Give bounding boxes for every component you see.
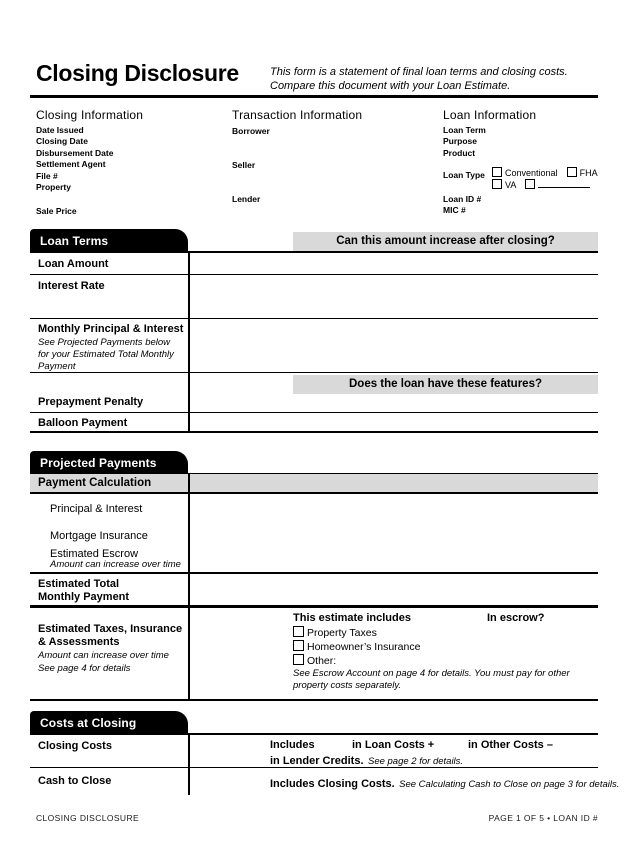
see-page2-text: See page 2 for details.: [367, 756, 464, 767]
field-label-lender: Lender: [232, 194, 261, 204]
checkbox-conventional[interactable]: [492, 167, 502, 177]
loan-type-fha-label: FHA: [579, 168, 598, 178]
cash-to-close-italic: See Calculating Cash to Close on page 3 for details.: [399, 779, 620, 790]
row-line: [30, 372, 598, 373]
closing-costs-in-loan: in Loan Costs +: [352, 739, 435, 751]
escrow-footnote: See Escrow Account on page 4 for details. You must pay for other property costs separately.: [293, 668, 570, 691]
field-label-file-number: File #: [36, 170, 58, 181]
estimate-includes-heading: This estimate includes: [293, 612, 411, 624]
field-label-seller: Seller: [232, 160, 256, 170]
closing-costs-includes: Includes: [270, 739, 315, 751]
payment-calculation-bottom-border: [30, 492, 598, 494]
row-label-interest-rate: Interest Rate: [38, 280, 105, 292]
cash-to-close-bold: Includes Closing Costs.: [270, 778, 395, 790]
estimated-total-bottom-border: [30, 605, 598, 608]
loan-type-conventional-label: Conventional: [505, 168, 558, 178]
projected-payments-section-tab: Projected Payments: [30, 451, 188, 475]
loan-terms-bottom-border: [30, 431, 598, 433]
loan-type-other-blank[interactable]: [538, 179, 590, 188]
loan-type-va-label: VA: [505, 180, 516, 190]
field-label-sale-price: Sale Price: [36, 206, 77, 217]
field-label-closing-date: Closing Date: [36, 136, 88, 147]
in-escrow-heading: In escrow?: [487, 612, 545, 624]
loan-terms-top-border: [30, 251, 598, 253]
estimated-taxes-note1: Amount can increase over time: [38, 650, 169, 661]
checkbox-fha[interactable]: [567, 167, 577, 177]
monthly-pi-note: See Projected Payments below for your Estimated Total Monthly Payment: [38, 337, 174, 372]
row-label-principal-interest: Principal & Interest: [50, 503, 143, 515]
closing-information-fields: [36, 125, 113, 218]
field-label-loan-term: Loan Term: [443, 125, 486, 135]
row-label-loan-amount: Loan Amount: [38, 258, 109, 270]
estimate-checkbox-list: [293, 626, 420, 669]
projected-divider: [188, 473, 190, 700]
estimated-total-line2: Monthly Payment: [38, 590, 130, 603]
loan-terms-section-tab: Loan Terms: [30, 229, 188, 253]
row-label-estimated-escrow: Estimated Escrow: [50, 548, 139, 560]
loan-information-heading: Loan Information: [443, 108, 537, 122]
row-label-cash-to-close: Cash to Close: [38, 775, 112, 787]
estimated-taxes-line2: & Assessments: [38, 635, 120, 648]
property-taxes-label: Property Taxes: [307, 627, 377, 639]
row-label-monthly-principal-interest: Monthly Principal & Interest: [38, 323, 184, 335]
checkbox-row-property-taxes[interactable]: [293, 626, 420, 640]
lender-credits-text: in Lender Credits.: [270, 755, 364, 767]
closing-costs-in-other: in Other Costs –: [468, 739, 553, 751]
estimated-escrow-note: Amount can increase over time: [50, 559, 181, 570]
costs-at-closing-section-tab: Costs at Closing: [30, 711, 188, 735]
projected-bottom-border: [30, 699, 598, 701]
footer-right: PAGE 1 OF 5 • LOAN ID #: [488, 813, 598, 823]
row-label-estimated-taxes: [38, 623, 182, 648]
cash-to-close-desc: [270, 774, 619, 792]
row-label-closing-costs: Closing Costs: [38, 740, 112, 752]
costs-divider: [188, 733, 190, 795]
field-label-mic: MIC #: [443, 205, 466, 215]
homeowners-insurance-label: Homeowner’s Insurance: [307, 641, 421, 654]
row-line: [30, 572, 598, 574]
row-label-balloon-payment: Balloon Payment: [38, 417, 128, 429]
transaction-information-heading: Transaction Information: [232, 108, 363, 122]
row-line: [30, 318, 598, 319]
footer-left: CLOSING DISCLOSURE: [36, 813, 140, 823]
field-label-borrower: Borrower: [232, 126, 270, 136]
checkbox-property-taxes[interactable]: [293, 626, 304, 637]
field-label-date-issued: Date Issued: [36, 125, 84, 135]
loan-features-question-header: Does the loan have these features?: [293, 375, 598, 394]
checkbox-homeowners-insurance[interactable]: [293, 640, 304, 651]
checkbox-other-loan-type[interactable]: [525, 179, 535, 189]
field-label-settlement-agent: Settlement Agent: [36, 159, 106, 170]
loan-terms-question-header: Can this amount increase after closing?: [293, 232, 598, 251]
checkbox-other[interactable]: [293, 654, 304, 665]
costs-top-border: [30, 733, 598, 735]
row-label-mortgage-insurance: Mortgage Insurance: [50, 530, 148, 542]
checkbox-va[interactable]: [492, 179, 502, 189]
field-label-purpose: Purpose: [443, 136, 478, 147]
closing-information-heading: Closing Information: [36, 108, 144, 122]
loan-information-fields: [443, 125, 486, 159]
header-rule: [30, 95, 598, 98]
field-label-product: Product: [443, 147, 476, 158]
row-label-prepayment-penalty: Prepayment Penalty: [38, 396, 144, 408]
row-line: [30, 274, 598, 275]
field-label-loan-id: Loan ID #: [443, 194, 482, 204]
payment-calculation-header: Payment Calculation: [30, 474, 598, 493]
field-label-property: Property: [36, 182, 71, 193]
estimated-taxes-note2: See page 4 for details: [38, 663, 131, 674]
loan-terms-divider: [188, 251, 190, 432]
estimated-taxes-line1: Estimated Taxes, Insurance: [38, 623, 183, 635]
loan-type-row-2: [492, 179, 590, 192]
row-label-estimated-total: [38, 578, 129, 603]
row-line: [30, 767, 598, 768]
form-intro-text: This form is a statement of final loan terms and closing costs. Compare this document with your Loan Estimate.: [270, 66, 568, 92]
page-title: Closing Disclosure: [36, 60, 239, 86]
row-line: [30, 412, 598, 413]
field-label-loan-type: Loan Type: [443, 170, 485, 180]
other-label: Other:: [307, 655, 337, 668]
checkbox-row-other[interactable]: [293, 654, 420, 668]
field-label-disbursement-date: Disbursement Date: [36, 147, 114, 158]
estimated-total-line1: Estimated Total: [38, 578, 120, 590]
checkbox-row-homeowners-insurance[interactable]: [293, 640, 420, 654]
